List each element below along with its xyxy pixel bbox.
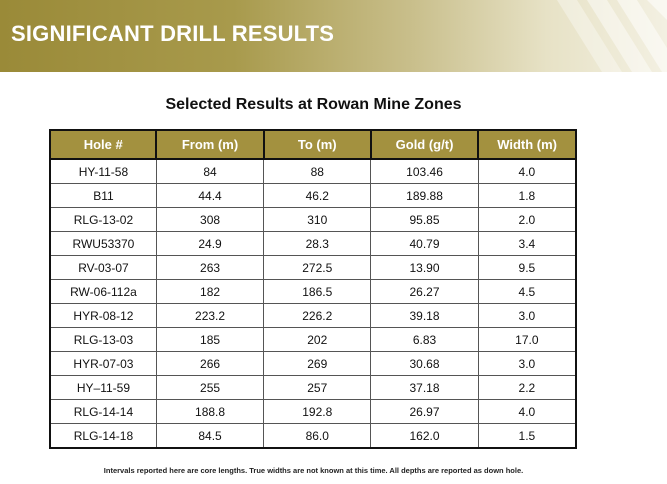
table-cell: RLG-13-02 [50,208,156,232]
table-row [50,159,576,184]
table-cell: 192.8 [264,400,371,424]
table-row [50,424,576,449]
table-cell: 84 [156,159,263,184]
table-cell: 13.90 [371,256,478,280]
table-cell: 162.0 [371,424,478,449]
logo-mark-icon [527,0,667,72]
title-banner [0,0,667,72]
table-cell: 46.2 [264,184,371,208]
table-cell: 189.88 [371,184,478,208]
table-cell: 185 [156,328,263,352]
table-cell: 263 [156,256,263,280]
table-cell: 2.2 [478,376,576,400]
table-cell: 39.18 [371,304,478,328]
table-cell: 4.0 [478,159,576,184]
table-cell: 226.2 [264,304,371,328]
table-cell: 2.0 [478,208,576,232]
table-cell: 4.5 [478,280,576,304]
table-cell: RLG-13-03 [50,328,156,352]
table-cell: 9.5 [478,256,576,280]
table-cell: 103.46 [371,159,478,184]
table-cell: 3.4 [478,232,576,256]
table-cell: 88 [264,159,371,184]
table-row [50,328,576,352]
table-cell: RLG-14-18 [50,424,156,449]
footnote: Intervals reported here are core lengths. True widths are not known at this time. All depths are reported as down hole. [103,466,524,475]
table-cell: 40.79 [371,232,478,256]
table-cell: 266 [156,352,263,376]
table-cell: 255 [156,376,263,400]
table-cell: 269 [264,352,371,376]
column-header: Width (m) [478,130,576,159]
table-cell: 17.0 [478,328,576,352]
table-cell: B11 [50,184,156,208]
table-cell: 3.0 [478,304,576,328]
table-cell: 44.4 [156,184,263,208]
column-header: From (m) [156,130,263,159]
table-cell: RW-06-112a [50,280,156,304]
table-cell: 1.8 [478,184,576,208]
table-cell: 28.3 [264,232,371,256]
table-row [50,232,576,256]
table-cell: 257 [264,376,371,400]
table-cell: HY–11-59 [50,376,156,400]
table-row [50,400,576,424]
table-cell: RV-03-07 [50,256,156,280]
table-cell: HYR-07-03 [50,352,156,376]
table-cell: 308 [156,208,263,232]
table-cell: 86.0 [264,424,371,449]
table-cell: HYR-08-12 [50,304,156,328]
table-row [50,184,576,208]
table-body [50,159,576,448]
table-row [50,280,576,304]
banner-title: SIGNIFICANT DRILL RESULTS [11,21,335,46]
table-cell: 202 [264,328,371,352]
table-cell: 188.8 [156,400,263,424]
table-row [50,352,576,376]
table-cell: 6.83 [371,328,478,352]
table-cell: 24.9 [156,232,263,256]
table-row [50,256,576,280]
table-cell: 223.2 [156,304,263,328]
table-subtitle: Selected Results at Rowan Mine Zones [165,96,462,113]
table-cell: 95.85 [371,208,478,232]
table-cell: HY-11-58 [50,159,156,184]
table-cell: 1.5 [478,424,576,449]
table-cell: 30.68 [371,352,478,376]
table-cell: RWU53370 [50,232,156,256]
column-header: Gold (g/t) [371,130,478,159]
table-cell: 182 [156,280,263,304]
column-header: To (m) [264,130,371,159]
table-cell: 272.5 [264,256,371,280]
table-cell: 310 [264,208,371,232]
table-cell: 84.5 [156,424,263,449]
table-cell: RLG-14-14 [50,400,156,424]
table-cell: 4.0 [478,400,576,424]
drill-results-table [49,129,577,449]
table-row [50,304,576,328]
table-cell: 37.18 [371,376,478,400]
table-row [50,208,576,232]
column-header: Hole # [50,130,156,159]
table-header-row [50,130,576,159]
table-cell: 26.97 [371,400,478,424]
table-cell: 186.5 [264,280,371,304]
table-cell: 26.27 [371,280,478,304]
table-row [50,376,576,400]
table-cell: 3.0 [478,352,576,376]
